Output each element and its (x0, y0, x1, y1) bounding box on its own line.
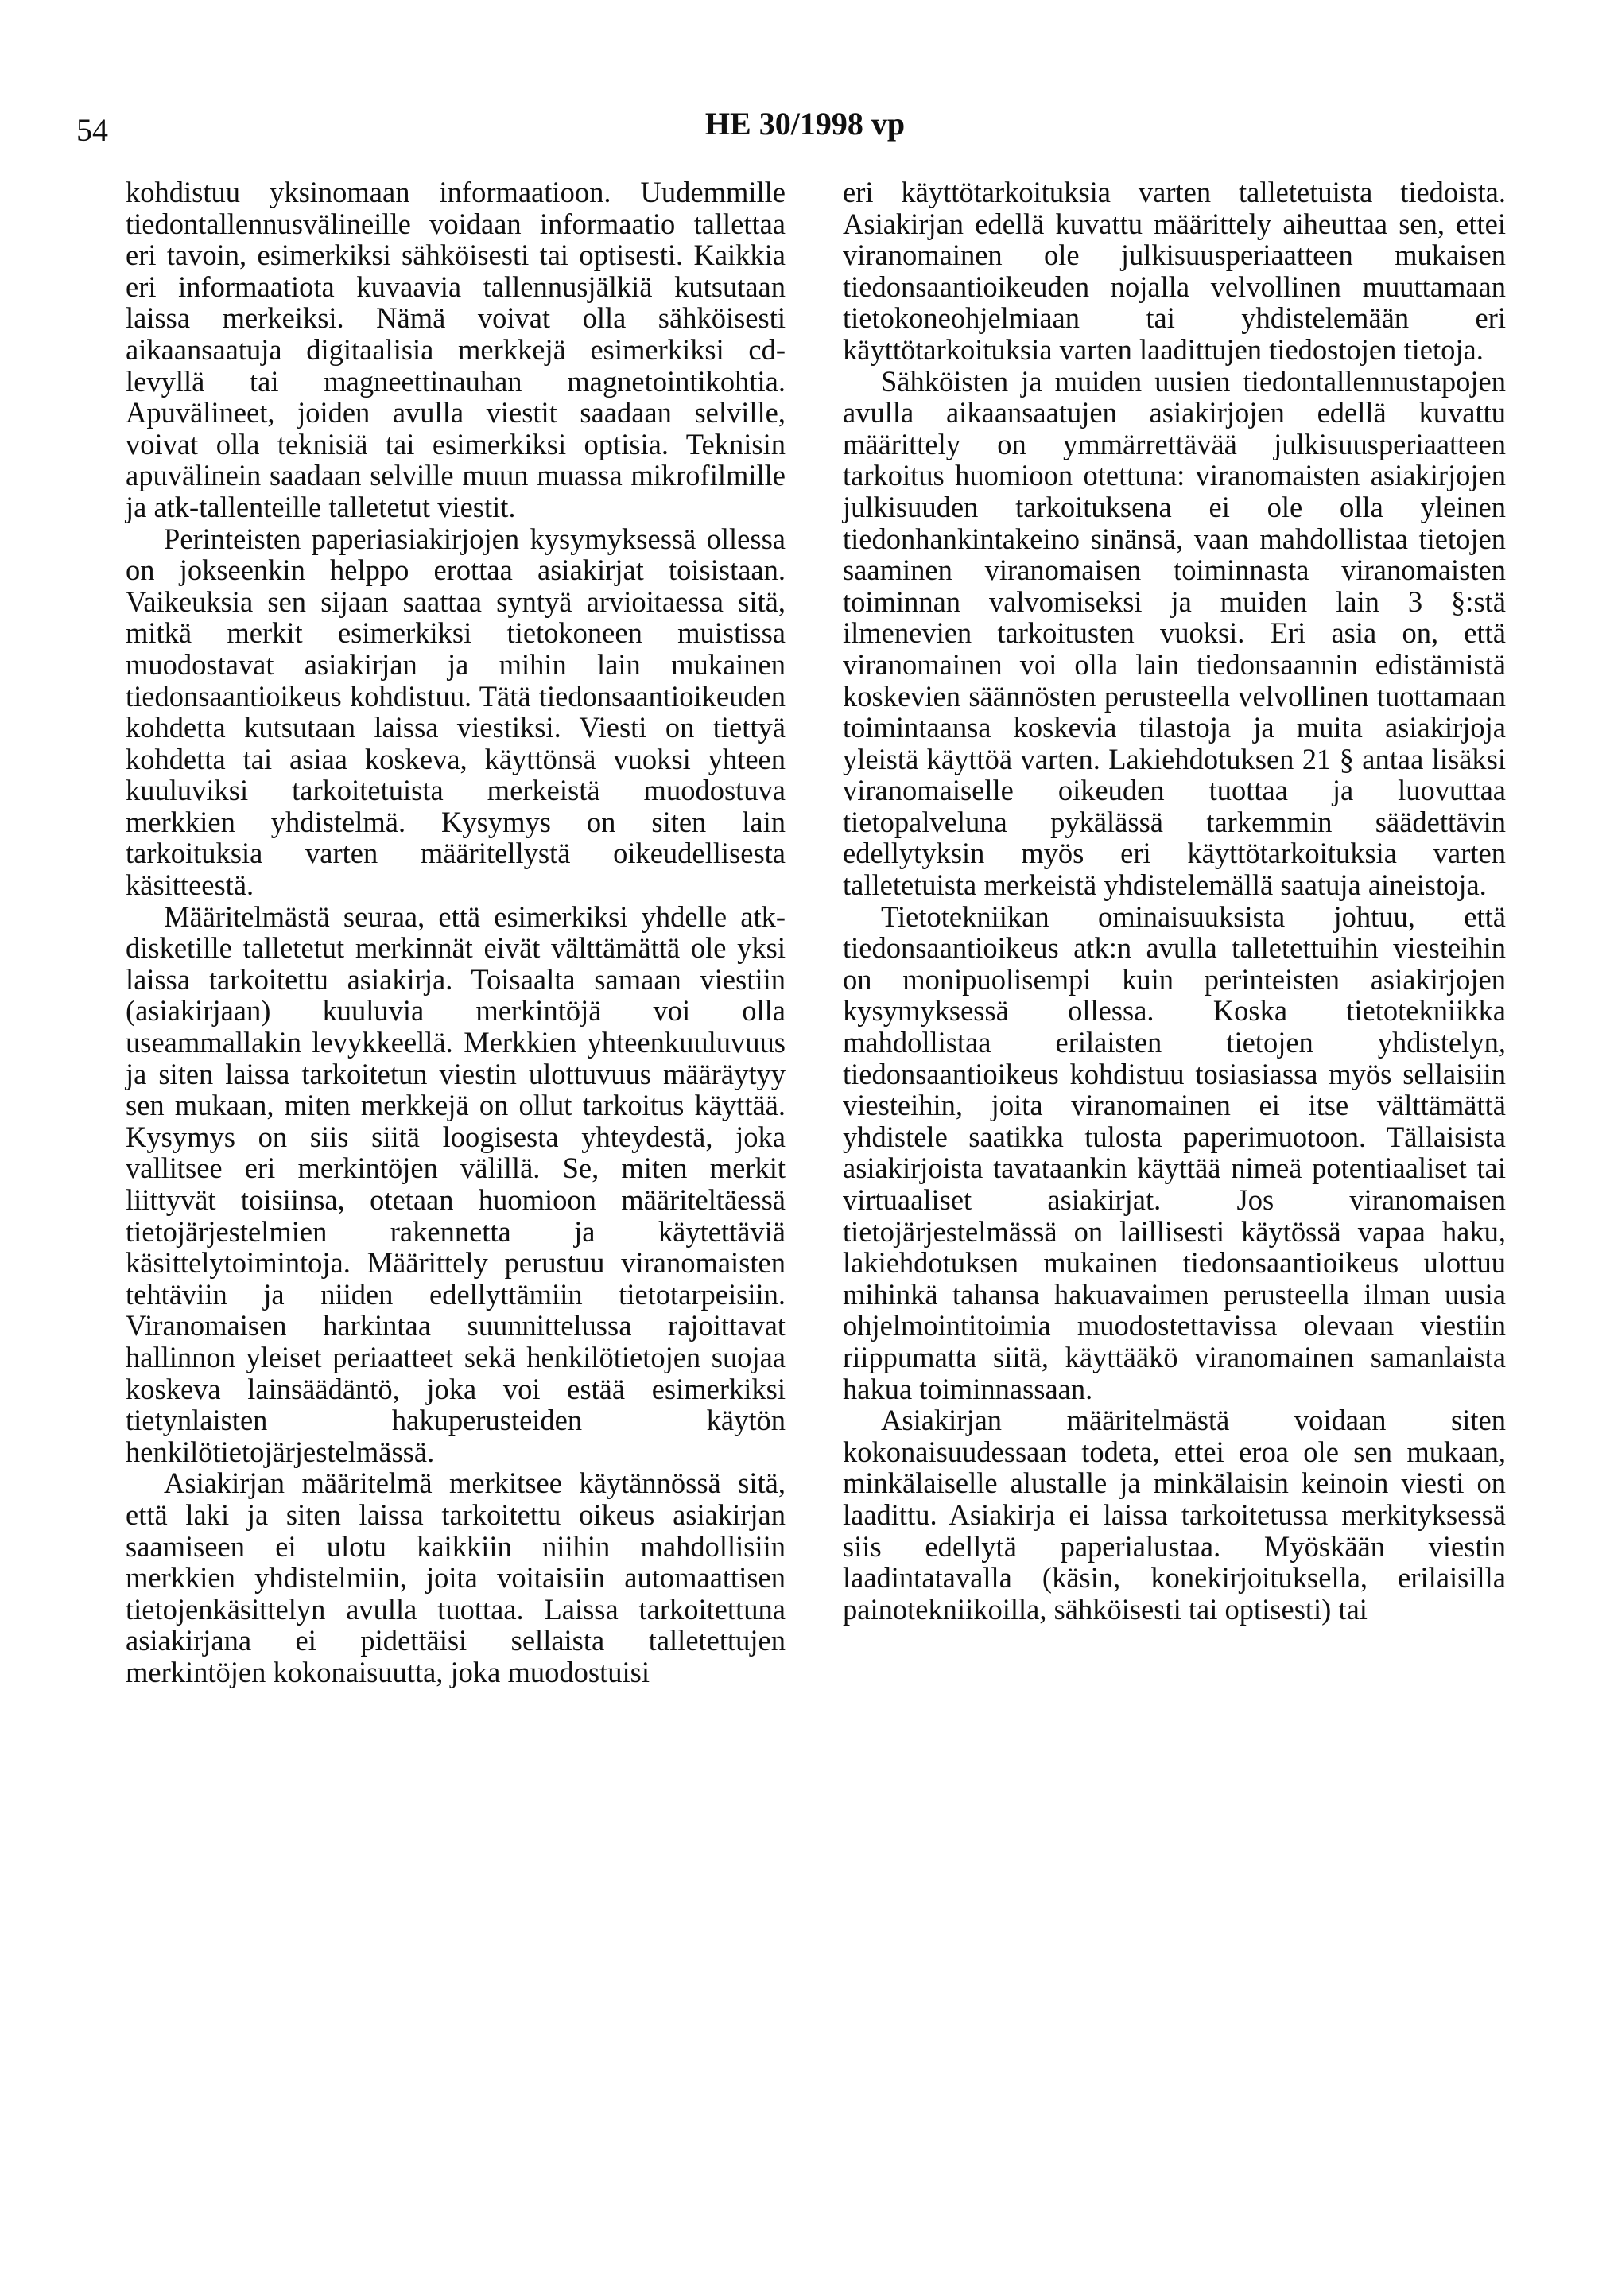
right-column (843, 177, 1506, 1625)
left-paragraph-4: Asiakirjan määritelmä merkitsee käytännössä sitä, että laki ja siten laissa tarkoitettu oikeus asiakirjan saamiseen ei ulotu kaikkiin niihin mahdollisiin merkkien yhdistelmiin, joita voitaisiin automaattisen tietojenkäsittelyn avulla tuottaa. Laissa tarkoitettuna asiakirjana ei pidettäisi sellaista talletettujen merkintöjen kokonaisuutta, joka muodostuisi (126, 1467, 786, 1688)
right-paragraph-4: Asiakirjan määritelmästä voidaan siten kokonaisuudessaan todeta, ettei eroa ole sen mukaan, minkälaiselle alustalle ja minkälaisin keinoin viesti on laadittu. Asiakirja ei laissa tarkoitetussa merkityksessä siis edellytä paperialustaa. Myöskään viestin laadintatavalla (käsin, konekirjoituksella, erilaisilla painotekniikoilla, sähköisesti tai optisesti) tai (843, 1404, 1506, 1626)
right-paragraph-2: Sähköisten ja muiden uusien tiedontallennustapojen avulla aikaansaatujen asiakirjojen edellä kuvattu määrittely on ymmärrettävää julkisuusperiaatteen tarkoitus huomioon otettuna: viranomaisten asiakirjojen julkisuuden tarkoituksena ei ole olla yleinen tiedonhankintakeino sinänsä, vaan mahdollistaa tietojen saaminen viranomaisen toiminnasta viranomaisten toiminnan valvomiseksi ja muiden lain 3 §:stä ilmenevien tarkoitusten vuoksi. Eri asia on, että viranomainen voi olla lain tiedonsaannin edistämistä koskevien säännösten perusteella velvollinen tuottamaan toimintaansa koskevia tilastoja ja muita asiakirjoja yleistä käyttöä varten. Lakiehdotuksen 21 § antaa lisäksi viranomaiselle oikeuden tuottaa ja luovuttaa tietopalveluna pykälässä tarkemmin säädettävin edellytyksin myös eri käyttötarkoituksia varten talletetuista merkeistä yhdistelemällä saatuja aineistoja. (843, 364, 1506, 902)
right-paragraph-3: Tietotekniikan ominaisuuksista johtuu, että tiedonsaantioikeus atk:n avulla talletettuihin viesteihin on monipuolisempi kuin perinteisten asiakirjojen kysymyksessä ollessa. Koska tietotekniikka mahdollistaa erilaisten tietojen yhdistelyn, tiedonsaantioikeus kohdistuu tosiasiassa myös sellaisiin viesteihin, joita viranomainen ei itse välttämättä yhdistele saatikka tulosta paperimuotoon. Tällaisista asiakirjoista tavataankin käyttää nimeä potentiaaliset tai virtuaaliset asiakirjat. Jos viranomaisen tietojärjestelmässä on laillisesti käytössä vapaa haku, lakiehdotuksen mukainen tiedonsaantioikeus ulottuu mihinkä tahansa hakuavaimen perusteella ilman uusia ohjelmointitoimia muodostettavissa olevaan viestiin riippumatta siitä, käyttääkö viranomainen samanlaista hakua toiminnassaan. (843, 899, 1506, 1405)
left-column (126, 177, 786, 1688)
left-paragraph-2: Perinteisten paperiasiakirjojen kysymyksessä ollessa on jokseenkin helppo erottaa asiakirjat toisistaan. Vaikeuksia sen sijaan saattaa syntyä arvioitaessa sitä, mitkä merkit esimerkiksi tietokoneen muistissa muodostavat asiakirjan ja mihin lain mukainen tiedonsaantioikeus kohdistuu. Tätä tiedonsaantioikeuden kohdetta kutsutaan laissa viestiksi. Viesti on tiettyä kohdetta tai asiaa koskeva, käyttönsä vuoksi yhteen kuuluviksi tarkoitetuista merkeistä muodostuva merkkien yhdistelmä. Kysymys on siten lain tarkoituksia varten määritellystä oikeudellisesta käsitteestä. (126, 522, 786, 902)
left-paragraph-3: Määritelmästä seuraa, että esimerkiksi yhdelle atk-disketille talletetut merkinnät eivät välttämättä ole yksi laissa tarkoitettu asiakirja. Toisaalta samaan viestiin (asiakirjaan) kuuluvia merkintöjä voi olla useammallakin levykkeellä. Merkkien yhteenkuuluvuus ja siten laissa tarkoitetun viestin ulottuvuus määräytyy sen mukaan, miten merkkejä on ollut tarkoitus käyttää. Kysymys on siis siitä loogisesta yhteydestä, joka vallitsee eri merkintöjen välillä. Se, miten merkit liittyvät toisiinsa, otetaan huomioon määriteltäessä tietojärjestelmien rakennetta ja käytettäviä käsittelytoimintoja. Määrittely perustuu viranomaisten tehtäviin ja niiden edellyttämiin tietotarpeisiin. Viranomaisen harkintaa suunnittelussa rajoittavat hallinnon yleiset periaatteet sekä henkilötietojen suojaa koskeva lainsäädäntö, joka voi estää esimerkiksi tietynlaisten hakuperusteiden käytön henkilötietojärjestelmässä. (126, 899, 786, 1468)
page-number: 54 (76, 112, 108, 148)
right-paragraph-1: eri käyttötarkoituksia varten talletetuista tiedoista. Asiakirjan edellä kuvattu määrittely aiheuttaa sen, ettei viranomainen ole julkisuusperiaatteen mukaisen tiedonsaantioikeuden nojalla velvollinen muuttamaan tietokoneohjelmiaan tai yhdistelemään eri käyttötarkoituksia varten laadittujen tiedostojen tietoja. (843, 176, 1506, 366)
left-paragraph-1: kohdistuu yksinomaan informaatioon. Uudemmille tiedontallennusvälineille voidaan informaatio tallettaa eri tavoin, esimerkiksi sähköisesti tai optisesti. Kaikkia eri informaatiota kuvaavia tallennusjälkiä kutsutaan laissa merkeiksi. Nämä voivat olla sähköisesti aikaansaatuja digitaalisia merkkejä esimerkiksi cd-levyllä tai magneettinauhan magnetointikohtia. Apuvälineet, joiden avulla viestit saadaan selville, voivat olla teknisiä tai esimerkiksi optisia. Teknisin apuvälinein saadaan selville muun muassa mikrofilmille ja atk-tallenteille talletetut viestit. (126, 176, 786, 523)
running-title: HE 30/1998 vp (704, 106, 906, 142)
